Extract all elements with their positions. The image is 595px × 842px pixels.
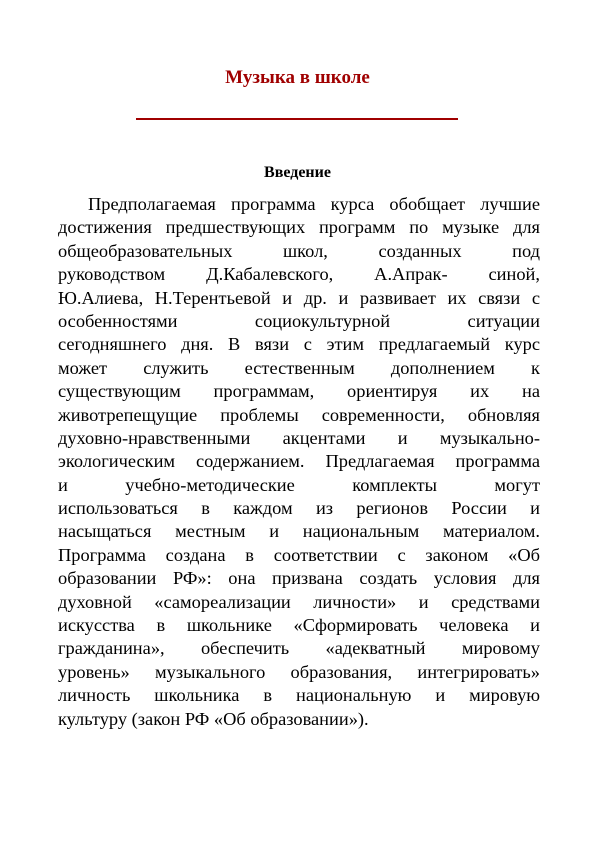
text-line: существующим программам, ориентируя их на (58, 381, 540, 402)
document-title: Музыка в школе (225, 67, 370, 88)
text-line: образовании РФ»: она призвана создать условия для (58, 568, 540, 589)
text-line: сегодняшнего дня. В вязи с этим предлагаемый курс (58, 334, 540, 355)
text-line: достижения предшествующих программ по музыке для (58, 217, 540, 238)
text-line: Предполагаемая программа курса обобщает лучшие (88, 194, 540, 214)
text-line: и учебно-методические комплекты могут (58, 474, 540, 495)
text-line: использоваться в каждом из регионов России и (58, 498, 540, 519)
text-line: искусства в школьнике «Сформировать человека и (58, 615, 540, 636)
title-underline (136, 118, 458, 120)
text-line: гражданина», обеспечить «адекватный мировому (58, 638, 540, 659)
text-line: Программа создана в соответствии с законом «Об (58, 544, 540, 565)
text-line: общеобразовательных школ, созданных под (58, 240, 540, 261)
text-line: может служить естественным дополнением к (58, 357, 540, 378)
text-line: животрепещущие проблемы современности, обновляя (58, 404, 540, 425)
text-line: духовно-нравственными акцентами и музыкально- (58, 427, 540, 448)
text-line: экологическим содержанием. Предлагаемая программа (58, 451, 540, 472)
body-paragraph (58, 193, 540, 731)
text-line: насыщаться местным и национальным материалом. (58, 521, 540, 542)
text-line: уровень» музыкального образования, интегрировать» (58, 661, 540, 682)
text-line: руководством Д.Кабалевского, А.Апрак- синой, (58, 264, 540, 285)
text-line: духовной «самореализации личности» и средствами (58, 591, 540, 612)
text-line: особенностями социокультурной ситуации (58, 310, 540, 331)
section-heading: Введение (264, 164, 331, 181)
text-line: культуру (закон РФ «Об образовании»). (58, 708, 369, 729)
text-line: Ю.Алиева, Н.Терентьевой и др. и развивает их связи с (58, 287, 540, 308)
text-line: личность школьника в национальную и мировую (58, 685, 540, 706)
